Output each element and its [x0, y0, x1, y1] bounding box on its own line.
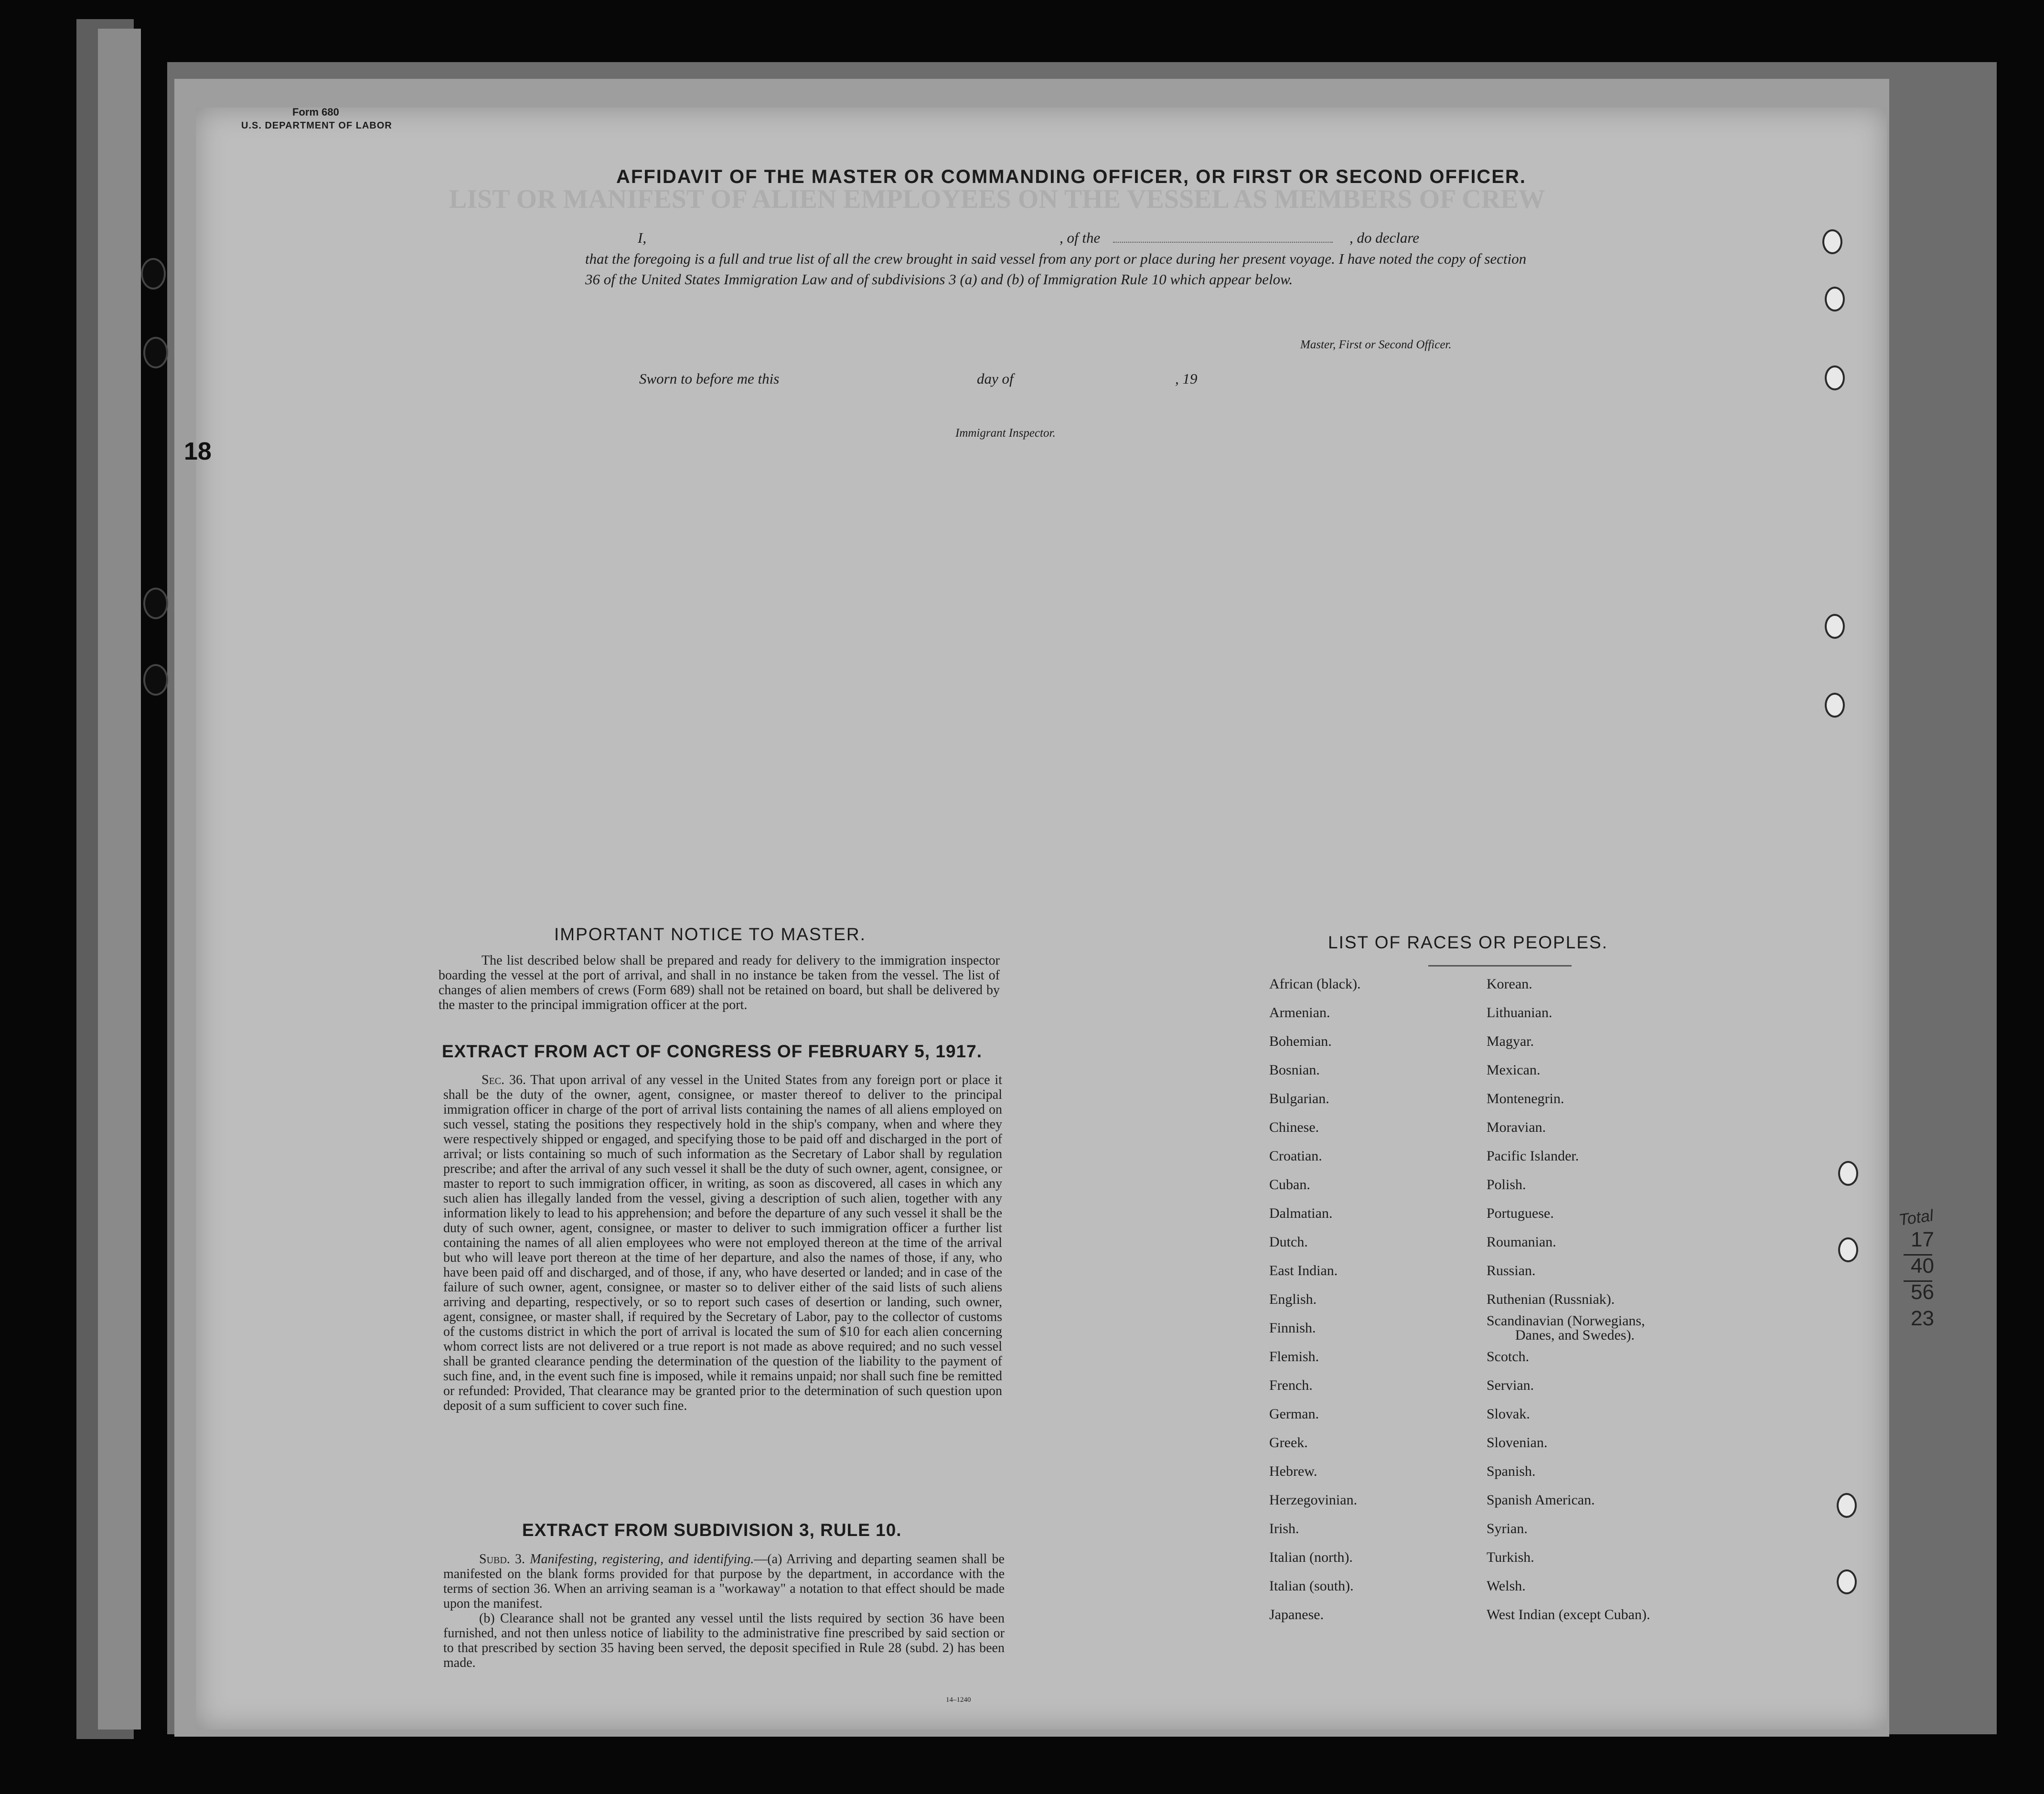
master-signature-label: Master, First or Second Officer.	[1300, 338, 1452, 351]
race-item: Turkish.	[1487, 1549, 1534, 1565]
punch-hole	[1825, 693, 1845, 718]
binder-hole	[143, 337, 168, 368]
vessel-name-blank[interactable]	[1113, 242, 1333, 243]
inspector-label: Immigrant Inspector.	[955, 427, 1056, 440]
of-the-label: , of the	[1059, 229, 1101, 246]
section-36-text	[443, 1073, 1002, 1413]
race-item: Pacific Islander.	[1487, 1148, 1579, 1164]
affidavit-title: AFFIDAVIT OF THE MASTER OR COMMANDING OFFICER, OR FIRST OR SECOND OFFICER.	[616, 166, 1526, 187]
race-item: Armenian.	[1269, 1005, 1330, 1021]
department-label: U.S. DEPARTMENT OF LABOR	[241, 120, 392, 131]
subd-heading: Manifesting, registering, and identifying.	[530, 1552, 754, 1567]
race-item: Irish.	[1269, 1521, 1299, 1536]
subdivision-b: (b) Clearance shall not be granted any vessel until the lists required by section 36 have been furnished, and not then unless notice of liability to the administrative fine prescribed by said section or to that prescribed by section 35 having been served, the deposit specified in Rule 28 (subd. 2) has been made.	[443, 1611, 1005, 1670]
handwritten-total-label: Total	[1897, 1206, 1935, 1229]
race-item: Slovenian.	[1487, 1435, 1548, 1450]
race-item: Portuguese.	[1487, 1205, 1554, 1221]
race-item: Bosnian.	[1269, 1062, 1320, 1078]
race-item: Finnish.	[1269, 1320, 1316, 1336]
race-item: Spanish American.	[1487, 1492, 1595, 1508]
race-item: Italian (north).	[1269, 1549, 1353, 1565]
races-title: LIST OF RACES OR PEOPLES.	[1328, 933, 1608, 952]
bleed-through: LIST OR MANIFEST OF ALIEN EMPLOYEES ON THE VESSEL AS MEMBERS OF CREW	[449, 184, 1545, 214]
binder-hole	[143, 664, 168, 696]
subdivision-3-text	[443, 1552, 1005, 1670]
race-item: Montenegrin.	[1487, 1091, 1564, 1106]
day-of-label: day of	[977, 370, 1014, 387]
race-item: Syrian.	[1487, 1521, 1528, 1536]
race-item: German.	[1269, 1406, 1319, 1422]
form-number: Form 680	[292, 106, 339, 118]
punch-hole	[1825, 365, 1845, 390]
notice-title: IMPORTANT NOTICE TO MASTER.	[554, 924, 866, 944]
races-column-a	[1269, 970, 1361, 1629]
tally-rule	[1904, 1254, 1932, 1256]
race-item: Bulgarian.	[1269, 1091, 1329, 1106]
punch-hole	[1825, 287, 1845, 312]
race-item: East Indian.	[1269, 1263, 1338, 1278]
punch-hole	[1825, 614, 1845, 639]
handwritten-figure: 17	[1911, 1228, 1934, 1251]
page-stack-edge	[98, 29, 141, 1730]
section-36-body: That upon arrival of any vessel in the United States from any foreign port or place it shall be the duty of the owner, agent, consignee, or master thereof to deliver to the principal immigration officer in charge of the port of arrival lists containing the names of all aliens employed on such vessel, stating the positions they respectively hold in the ship's company, when and where they were respectively shipped or engaged, and specifying those to be paid off and discharged in the port of arrival; or lists containing so much of such information as the Secretary of Labor shall by regulation prescribe; and after the arrival of any such vessel it shall be the duty of such owner, agent, consignee, or master to report to such immigration officer, in writing, as soon as discovered, all cases in which any such alien has illegally landed from the vessel, giving a description of such alien, together with any information likely to lead to his apprehension; and before the departure of any such vessel it shall be the duty of such owner, agent, consignee, or master to deliver to such immigration officer a further list containing the names of all alien employees who were not employed thereon at the time of the arrival but who will leave port thereon at the time of her departure, and also the names of those, if any, who have been paid off and discharged, and of those, if any, who have deserted or landed; and in case of the failure of such owner, agent, consignee, or master so to deliver either of the said lists of such aliens arriving and departing, respectively, or so to report such cases of desertion or landing, such owner, agent, consignee, or master shall, if required by the Secretary of Labor, pay to the collector of customs of the customs district in which the port of arrival is located the sum of $10 for each alien concerning whom correct lists are not delivered or a true report is not made as above required; and no such vessel shall be granted clearance pending the determination of the question of the liability to the payment of such fine, and, in the event such fine is imposed, while it remains unpaid; nor shall such fine be remitted or refunded: Provided, That clearance may be granted prior to the determination of such question upon deposit of a sum sufficient to cover such fine.	[443, 1073, 1002, 1413]
race-item: Dalmatian.	[1269, 1205, 1333, 1221]
margin-mark: 18	[184, 438, 212, 465]
subd-para-a: —(a) Arriving and departing seamen shall be manifested on the blank forms provided for that purpose by the department, in accordance with the terms of section 36. When an arriving seaman is a "workaway" a notation to that effect should be made upon the manifest.	[443, 1552, 1005, 1611]
races-rule	[1428, 965, 1572, 967]
race-item: English.	[1269, 1291, 1317, 1307]
race-item: Spanish.	[1487, 1463, 1536, 1479]
handwritten-figure: 40	[1911, 1254, 1934, 1278]
race-item: Croatian.	[1269, 1148, 1322, 1164]
punch-hole	[1838, 1237, 1858, 1262]
race-item: Ruthenian (Russniak).	[1487, 1291, 1615, 1307]
act-extract-title: EXTRACT FROM ACT OF CONGRESS OF FEBRUARY 5, 1917.	[442, 1042, 983, 1061]
handwritten-figure: 23	[1911, 1307, 1934, 1330]
race-item: Greek.	[1269, 1435, 1308, 1450]
notice-text: The list described below shall be prepared and ready for delivery to the immigration inspector boarding the vessel at the port of arrival, and shall in no instance be taken from the vessel. The list of changes of alien members of crews (Form 689) shall not be retained on board, but shall be delivered by the master to the principal immigration officer at the port.	[439, 953, 1000, 1012]
race-item: Slovak.	[1487, 1406, 1530, 1422]
print-code: 14–1240	[946, 1696, 971, 1704]
race-item: Cuban.	[1269, 1177, 1310, 1192]
race-item: Japanese.	[1269, 1607, 1324, 1622]
race-item: Italian (south).	[1269, 1578, 1354, 1594]
do-declare-label: , do declare	[1349, 229, 1420, 246]
rule-extract-title: EXTRACT FROM SUBDIVISION 3, RULE 10.	[522, 1520, 902, 1540]
race-item: Bohemian.	[1269, 1033, 1332, 1049]
subdivision-a	[443, 1552, 1005, 1611]
race-item: Mexican.	[1487, 1062, 1541, 1078]
race-item: Dutch.	[1269, 1234, 1308, 1250]
race-item: Roumanian.	[1487, 1234, 1556, 1250]
race-item-line: Scandinavian (Norwegians,	[1487, 1313, 1645, 1329]
handwritten-figure: 56	[1911, 1280, 1934, 1304]
race-item-scandinavian	[1487, 1314, 1650, 1343]
race-item: Russian.	[1487, 1263, 1536, 1278]
punch-hole	[1822, 229, 1842, 254]
binder-hole	[141, 258, 166, 290]
races-column-b	[1487, 970, 1650, 1629]
sworn-label: Sworn to before me this	[639, 370, 780, 387]
race-item: Polish.	[1487, 1177, 1526, 1192]
race-item: French.	[1269, 1377, 1313, 1393]
race-item: Chinese.	[1269, 1119, 1319, 1135]
punch-hole	[1837, 1493, 1857, 1518]
race-item: West Indian (except Cuban).	[1487, 1607, 1650, 1622]
race-item: Herzegovinian.	[1269, 1492, 1358, 1508]
race-item: Scotch.	[1487, 1349, 1530, 1364]
race-item: Welsh.	[1487, 1578, 1526, 1594]
tally-rule	[1904, 1280, 1932, 1282]
i-label: I,	[638, 229, 647, 246]
race-item-line: Danes, and Swedes).	[1515, 1327, 1635, 1343]
punch-hole	[1837, 1569, 1857, 1594]
race-item: Flemish.	[1269, 1349, 1319, 1364]
year-label: , 19	[1175, 370, 1198, 387]
race-item: Servian.	[1487, 1377, 1534, 1393]
race-item: Moravian.	[1487, 1119, 1546, 1135]
subd-label: Subd. 3.	[479, 1552, 525, 1567]
race-item: African (black).	[1269, 976, 1361, 992]
section-label: Sec. 36.	[482, 1073, 526, 1087]
race-item: Magyar.	[1487, 1033, 1534, 1049]
race-item: Lithuanian.	[1487, 1005, 1552, 1021]
binder-hole	[143, 588, 168, 619]
race-item: Korean.	[1487, 976, 1532, 992]
race-item: Hebrew.	[1269, 1463, 1317, 1479]
punch-hole	[1838, 1161, 1858, 1186]
declaration-text: that the foregoing is a full and true list of all the crew brought in said vessel from any port or place during her present voyage. I have noted the copy of section 36 of the United States Immigration Law and of subdivisions 3 (a) and (b) of Immigration Rule 10 which appear below.	[585, 250, 1527, 288]
